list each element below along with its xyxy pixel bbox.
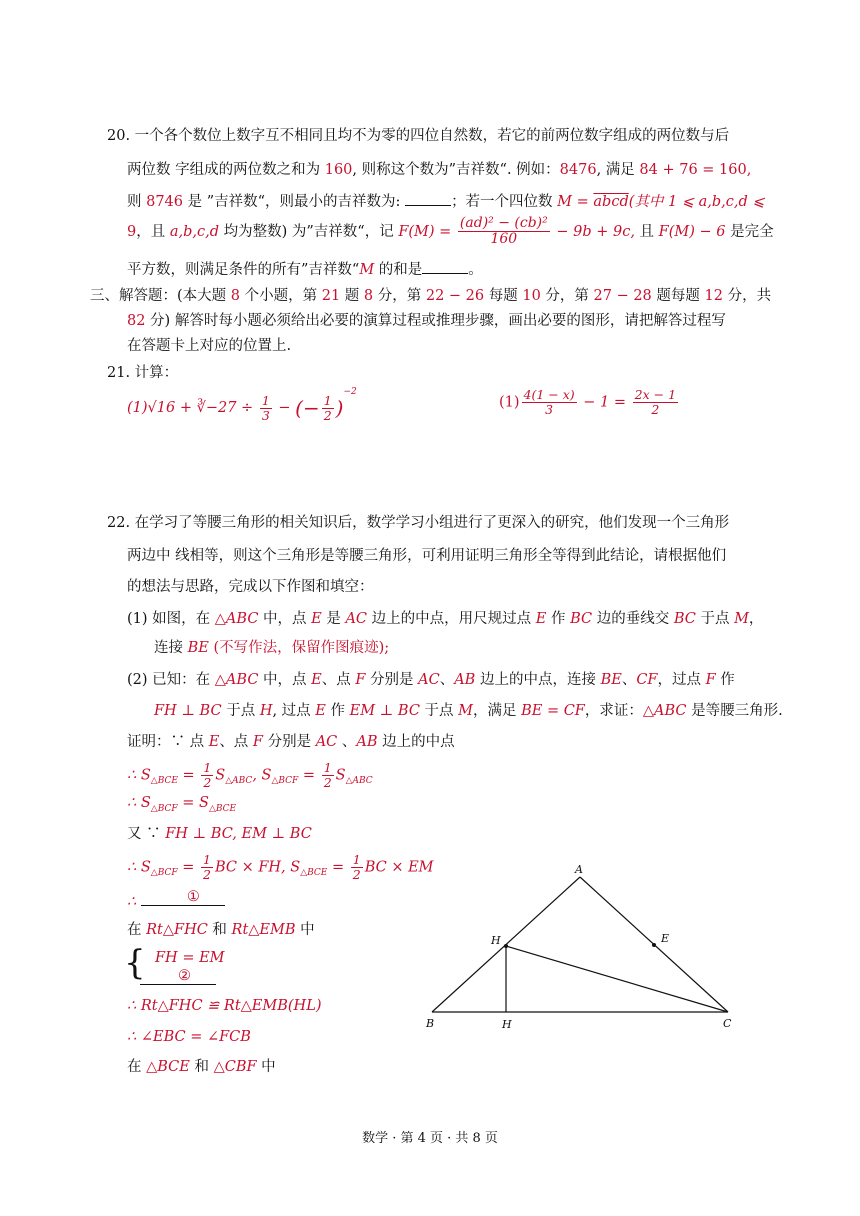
label-h-top: H [491, 934, 501, 947]
proof-line-8: FH = EM [155, 950, 225, 966]
proof-line-9: ∴ Rt△FHC ≌ Rt△EMB(HL) [127, 998, 322, 1014]
proof-line-5: ∴ $S_{\triangle BCF}$ = $\frac{1}{2}$ BC × FH, $S_{\triangle BCE}$ = $\frac{1}{2}$ BC × EM [127, 852, 434, 882]
proof-line-10: ∴ ∠EBC = ∠FCB [127, 1029, 251, 1045]
label-b: B [426, 1017, 435, 1030]
proof-line-11: 在 △BCE 和 △CBF 中 [127, 1059, 276, 1075]
q20-line-1: 20. 一个各个数位上数字互不相同且均不为零的四位自然数，若它的前两位数字组成的两位数与后 [107, 128, 730, 144]
q21-part-2: (1) $\frac{4(1 - x)}{3}$ − 1 = $\frac{2x - 1}{2}$ [499, 387, 677, 417]
q22-line-1: 22. 在学习了等腰三角形的相关知识后，数学学习小组进行了更深入的研究，他们发现一个三角形 [107, 515, 730, 531]
q20-line-4: 9，且 a,b,c,d 均为整数) 为”吉祥数“，记 F(M) = $\frac{\text{(ad)² − (cb)²}}{160}$ − 9b + 9c, 且 F(M) − 6 是完全 [127, 215, 774, 248]
q22-part-2-line-2: FH ⊥ BC 于点 H, 过点 E 作 EM ⊥ BC 于点 M，满足 BE = CF，求证：△ABC 是等腰三角形. [154, 703, 783, 719]
proof-line-2: ∴ $S_{\triangle BCE}$ = $\frac{1}{2}$ $S_{\triangle ABC}$, $S_{\triangle BCF}$ = $\frac{1}{2}$ $S_{\triangle ABC}$ [127, 760, 373, 790]
label-a: A [575, 863, 583, 876]
q22-part-1-line-2: 连接 BE (不写作法，保留作图痕迹); [154, 640, 390, 656]
system-brace: { [124, 943, 146, 983]
q22-line-3: 的想法与思路，完成以下作图和填空： [127, 579, 374, 595]
triangle-figure [420, 860, 750, 1035]
label-h-bottom: H [502, 1018, 512, 1031]
proof-line-7: 在 Rt△FHC 和 Rt△EMB 中 [127, 922, 315, 938]
proof-line-4: 又 ∵ FH ⊥ BC, EM ⊥ BC [127, 826, 312, 842]
segment-cf [506, 946, 728, 1012]
label-c: C [723, 1017, 732, 1030]
answer-blank-1[interactable] [405, 193, 451, 206]
q21-title: 21. 计算： [107, 365, 179, 381]
proof-line-1: 证明：∵ 点 E、点 F 分别是 AC 、AB 边上的中点 [127, 734, 455, 750]
q22-line-2: 两边中 线相等，则这个三角形是等腰三角形，可利用证明三角形全等得到此结论，请根据他们 [127, 548, 727, 564]
proof-line-3: ∴ $S_{\triangle BCF} = S_{\triangle BCE}$ [127, 795, 237, 814]
f-m-fraction: $\frac{\text{(ad)² − (cb)²}}{160}$ [459, 215, 548, 248]
point-e [652, 943, 656, 947]
page-footer: 数学 · 第 4 页 · 共 8 页 [362, 1131, 498, 1146]
q20-line-5: 平方数，则满足条件的所有”吉祥数“M 的和是 。 [127, 262, 483, 278]
proof-blank-1[interactable]: ① [141, 893, 225, 906]
q21-part-1: (1)√16 + ∛−27 ÷ $\frac{1}{3}$ − (− $\frac{1}{2}$ )$^{-2}$ [127, 387, 357, 423]
q22-part-1-line-1: (1) 如图，在 △ABC 中，点 E 是 AC 边上的中点，用尺规过点 E 作 BC 边的垂线交 BC 于点 M， [127, 611, 764, 627]
q22-part-2-line-1: (2) 已知：在 △ABC 中，点 E、点 F 分别是 AC、AB 边上的中点，连接 BE、CF，过点 F 作 [127, 672, 735, 688]
section-3-line-3: 在答题卡上对应的位置上. [127, 338, 292, 354]
proof-line-6: ∴ ① [127, 893, 225, 910]
proof-blank-2[interactable]: ② [140, 972, 216, 985]
point-f [504, 944, 508, 948]
q20-line-3: 则 8746 是 ”吉祥数“，则最小的吉祥数为: ；若一个四位数 M = abcd(其中 1 ⩽ a,b,c,d ⩽ [127, 194, 765, 210]
section-3-line-2: 82 分) 解答时每小题必须给出必要的演算过程或推理步骤，画出必要的图形，请把解答过程写 [127, 313, 726, 329]
q20-line-2: 两位数 字组成的两位数之和为 160, 则称这个数为”吉祥数“. 例如：8476, 满足 84 + 76 = 160, [127, 162, 752, 178]
section-3-line-1: 三、解答题：(本大题 8 个小题，第 21 题 8 分，第 22 − 26 每题 10 分，第 27 − 28 题每题 12 分，共 [90, 288, 772, 304]
label-e: E [661, 932, 670, 945]
proof-line-8b [140, 968, 216, 989]
answer-blank-2[interactable] [422, 261, 468, 274]
